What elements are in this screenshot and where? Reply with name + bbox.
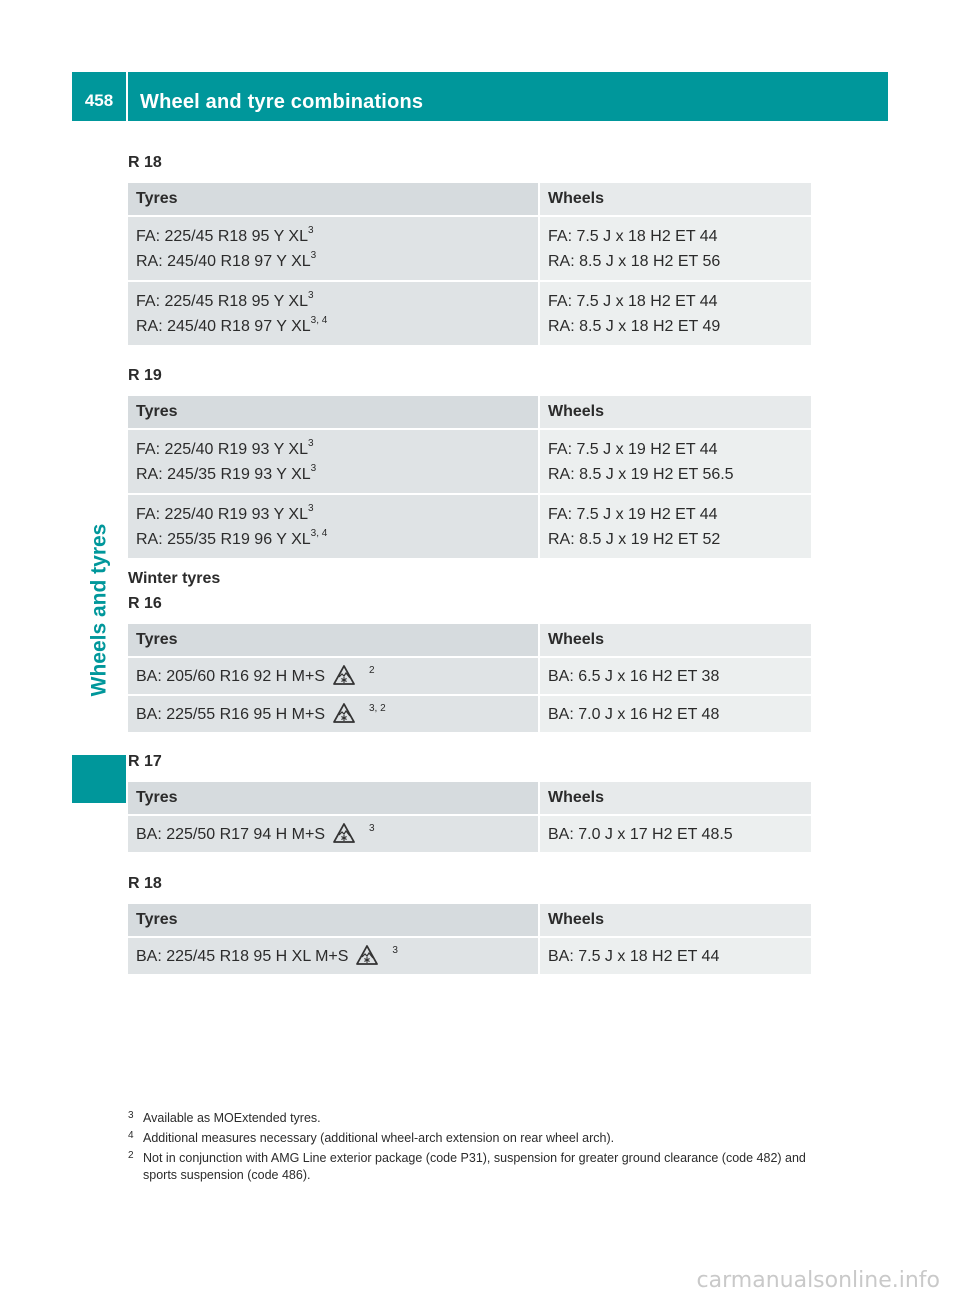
table-header-row	[128, 624, 811, 658]
footnote-ref: 3	[307, 502, 314, 514]
column-header-tyres: Tyres	[128, 396, 540, 430]
section-winter-r16	[128, 566, 811, 734]
wheel-rear: RA: 8.5 J x 19 H2 ET 56.5	[548, 466, 734, 483]
column-header-wheels: Wheels	[540, 782, 811, 816]
tyre-text: BA: 205/60 R16 92 H M+S	[136, 668, 325, 685]
footnote-ref: 3, 4	[310, 314, 328, 326]
column-header-tyres: Tyres	[128, 904, 540, 938]
page-title: Wheel and tyre combinations	[140, 91, 424, 113]
tyre-cell	[128, 430, 540, 495]
footnote-mark: 3	[128, 1110, 134, 1121]
wheel-cell	[540, 282, 811, 347]
tyre-text: BA: 225/55 R16 95 H M+S	[136, 706, 325, 723]
tyre-text: RA: 245/40 R18 97 Y XL	[136, 253, 311, 270]
wheel-rear: RA: 8.5 J x 18 H2 ET 56	[548, 253, 721, 270]
column-header-tyres: Tyres	[128, 782, 540, 816]
tyre-cell	[128, 282, 540, 347]
footnote-ref: 3	[310, 249, 317, 261]
wheel-cell: BA: 7.5 J x 18 H2 ET 44	[540, 938, 811, 976]
wheel-cell	[540, 430, 811, 495]
snowflake-mountain-icon	[356, 945, 378, 965]
side-tab	[72, 470, 126, 803]
wheel-rear: RA: 8.5 J x 19 H2 ET 52	[548, 531, 721, 548]
tyre-cell	[128, 658, 540, 696]
tyre-table	[128, 904, 811, 976]
wheel-front: FA: 7.5 J x 19 H2 ET 44	[548, 441, 718, 458]
footnote-ref: 3	[307, 224, 314, 236]
column-header-wheels: Wheels	[540, 904, 811, 938]
wheel-front: FA: 7.5 J x 19 H2 ET 44	[548, 506, 718, 523]
tyre-text: FA: 225/45 R18 95 Y XL	[136, 293, 308, 310]
table-header-row	[128, 782, 811, 816]
tyre-cell	[128, 217, 540, 282]
footnote-mark: 4	[128, 1130, 134, 1141]
side-tab-block	[72, 755, 126, 803]
tyre-rear	[136, 462, 530, 487]
tyre-text: FA: 225/40 R19 93 Y XL	[136, 506, 308, 523]
footnote-text: Not in conjunction with AMG Line exterior package (code P31), suspension for greater ground clearance (code 482) and sports suspension (code 486).	[143, 1151, 806, 1182]
table-row	[128, 282, 811, 347]
tyre-text: BA: 225/45 R18 95 H XL M+S	[136, 948, 349, 965]
tyre-cell	[128, 495, 540, 560]
footnote	[128, 1110, 818, 1127]
section-winter-r17	[128, 749, 811, 854]
wheel-cell: BA: 7.0 J x 17 H2 ET 48.5	[540, 816, 811, 854]
side-tab-label: Wheels and tyres	[87, 523, 111, 697]
footnote-ref: 3	[307, 289, 314, 301]
table-header-row	[128, 904, 811, 938]
tyre-front	[136, 502, 530, 527]
tyre-text: RA: 245/35 R19 93 Y XL	[136, 466, 311, 483]
table-row	[128, 938, 811, 976]
tyre-table	[128, 782, 811, 854]
footnote-ref: 3	[310, 462, 317, 474]
section-winter-r18	[128, 871, 811, 976]
table-row	[128, 696, 811, 734]
tyre-rear	[136, 527, 530, 552]
column-header-wheels: Wheels	[540, 624, 811, 658]
tyre-text: RA: 255/35 R19 96 Y XL	[136, 531, 311, 548]
tyre-text: FA: 225/45 R18 95 Y XL	[136, 228, 308, 245]
table-row	[128, 816, 811, 854]
section-title: R 18	[128, 875, 162, 892]
table-row	[128, 430, 811, 495]
column-header-tyres: Tyres	[128, 183, 540, 217]
footnote-text: Available as MOExtended tyres.	[143, 1111, 321, 1125]
column-header-wheels: Wheels	[540, 396, 811, 430]
header-divider	[126, 72, 128, 121]
table-row	[128, 217, 811, 282]
column-header-wheels: Wheels	[540, 183, 811, 217]
table-row	[128, 495, 811, 560]
footnote-ref: 2	[369, 664, 375, 676]
footnote-ref: 3, 4	[310, 527, 328, 539]
tyre-cell	[128, 696, 540, 734]
snowflake-mountain-icon	[333, 823, 355, 843]
side-tab-label-wrap	[72, 470, 126, 750]
footnote	[128, 1150, 818, 1184]
table-header-row	[128, 183, 811, 217]
section-title: R 18	[128, 154, 162, 171]
footnote-ref: 3	[369, 822, 375, 834]
section-title: R 16	[128, 595, 162, 612]
wheel-cell	[540, 495, 811, 560]
tyre-text: RA: 245/40 R18 97 Y XL	[136, 318, 311, 335]
footnote-text: Additional measures necessary (additional wheel-arch extension on rear wheel arch).	[143, 1131, 615, 1145]
wheel-front: FA: 7.5 J x 18 H2 ET 44	[548, 293, 718, 310]
tyre-table	[128, 396, 811, 560]
tyre-front	[136, 289, 530, 314]
section-title: R 17	[128, 753, 162, 770]
snowflake-mountain-icon	[333, 665, 355, 685]
wheel-rear: RA: 8.5 J x 18 H2 ET 49	[548, 318, 721, 335]
section-heading: Winter tyres	[128, 570, 221, 587]
footnote	[128, 1130, 818, 1147]
page-number: 458	[84, 91, 114, 110]
table-header-row	[128, 396, 811, 430]
wheel-cell: BA: 7.0 J x 16 H2 ET 48	[540, 696, 811, 734]
tyre-front	[136, 224, 530, 249]
tyre-front	[136, 437, 530, 462]
tyre-text: BA: 225/50 R17 94 H M+S	[136, 826, 325, 843]
footnotes	[128, 1110, 818, 1187]
wheel-cell: BA: 6.5 J x 16 H2 ET 38	[540, 658, 811, 696]
watermark: carmanualsonline.info	[696, 1268, 940, 1293]
page-header	[72, 72, 888, 121]
footnote-ref: 3, 2	[369, 702, 386, 714]
section-r18	[128, 150, 811, 347]
column-header-tyres: Tyres	[128, 624, 540, 658]
tyre-table	[128, 624, 811, 734]
section-r19	[128, 363, 811, 560]
wheel-cell	[540, 217, 811, 282]
footnote-mark: 2	[128, 1150, 134, 1161]
table-row	[128, 658, 811, 696]
tyre-cell	[128, 938, 540, 976]
tyre-rear	[136, 249, 530, 274]
snowflake-mountain-icon	[333, 703, 355, 723]
footnote-ref: 3	[392, 944, 398, 956]
tyre-text: FA: 225/40 R19 93 Y XL	[136, 441, 308, 458]
wheel-front: FA: 7.5 J x 18 H2 ET 44	[548, 228, 718, 245]
section-title: R 19	[128, 367, 162, 384]
tyre-cell	[128, 816, 540, 854]
tyre-table	[128, 183, 811, 347]
footnote-ref: 3	[307, 437, 314, 449]
tyre-rear	[136, 314, 530, 339]
